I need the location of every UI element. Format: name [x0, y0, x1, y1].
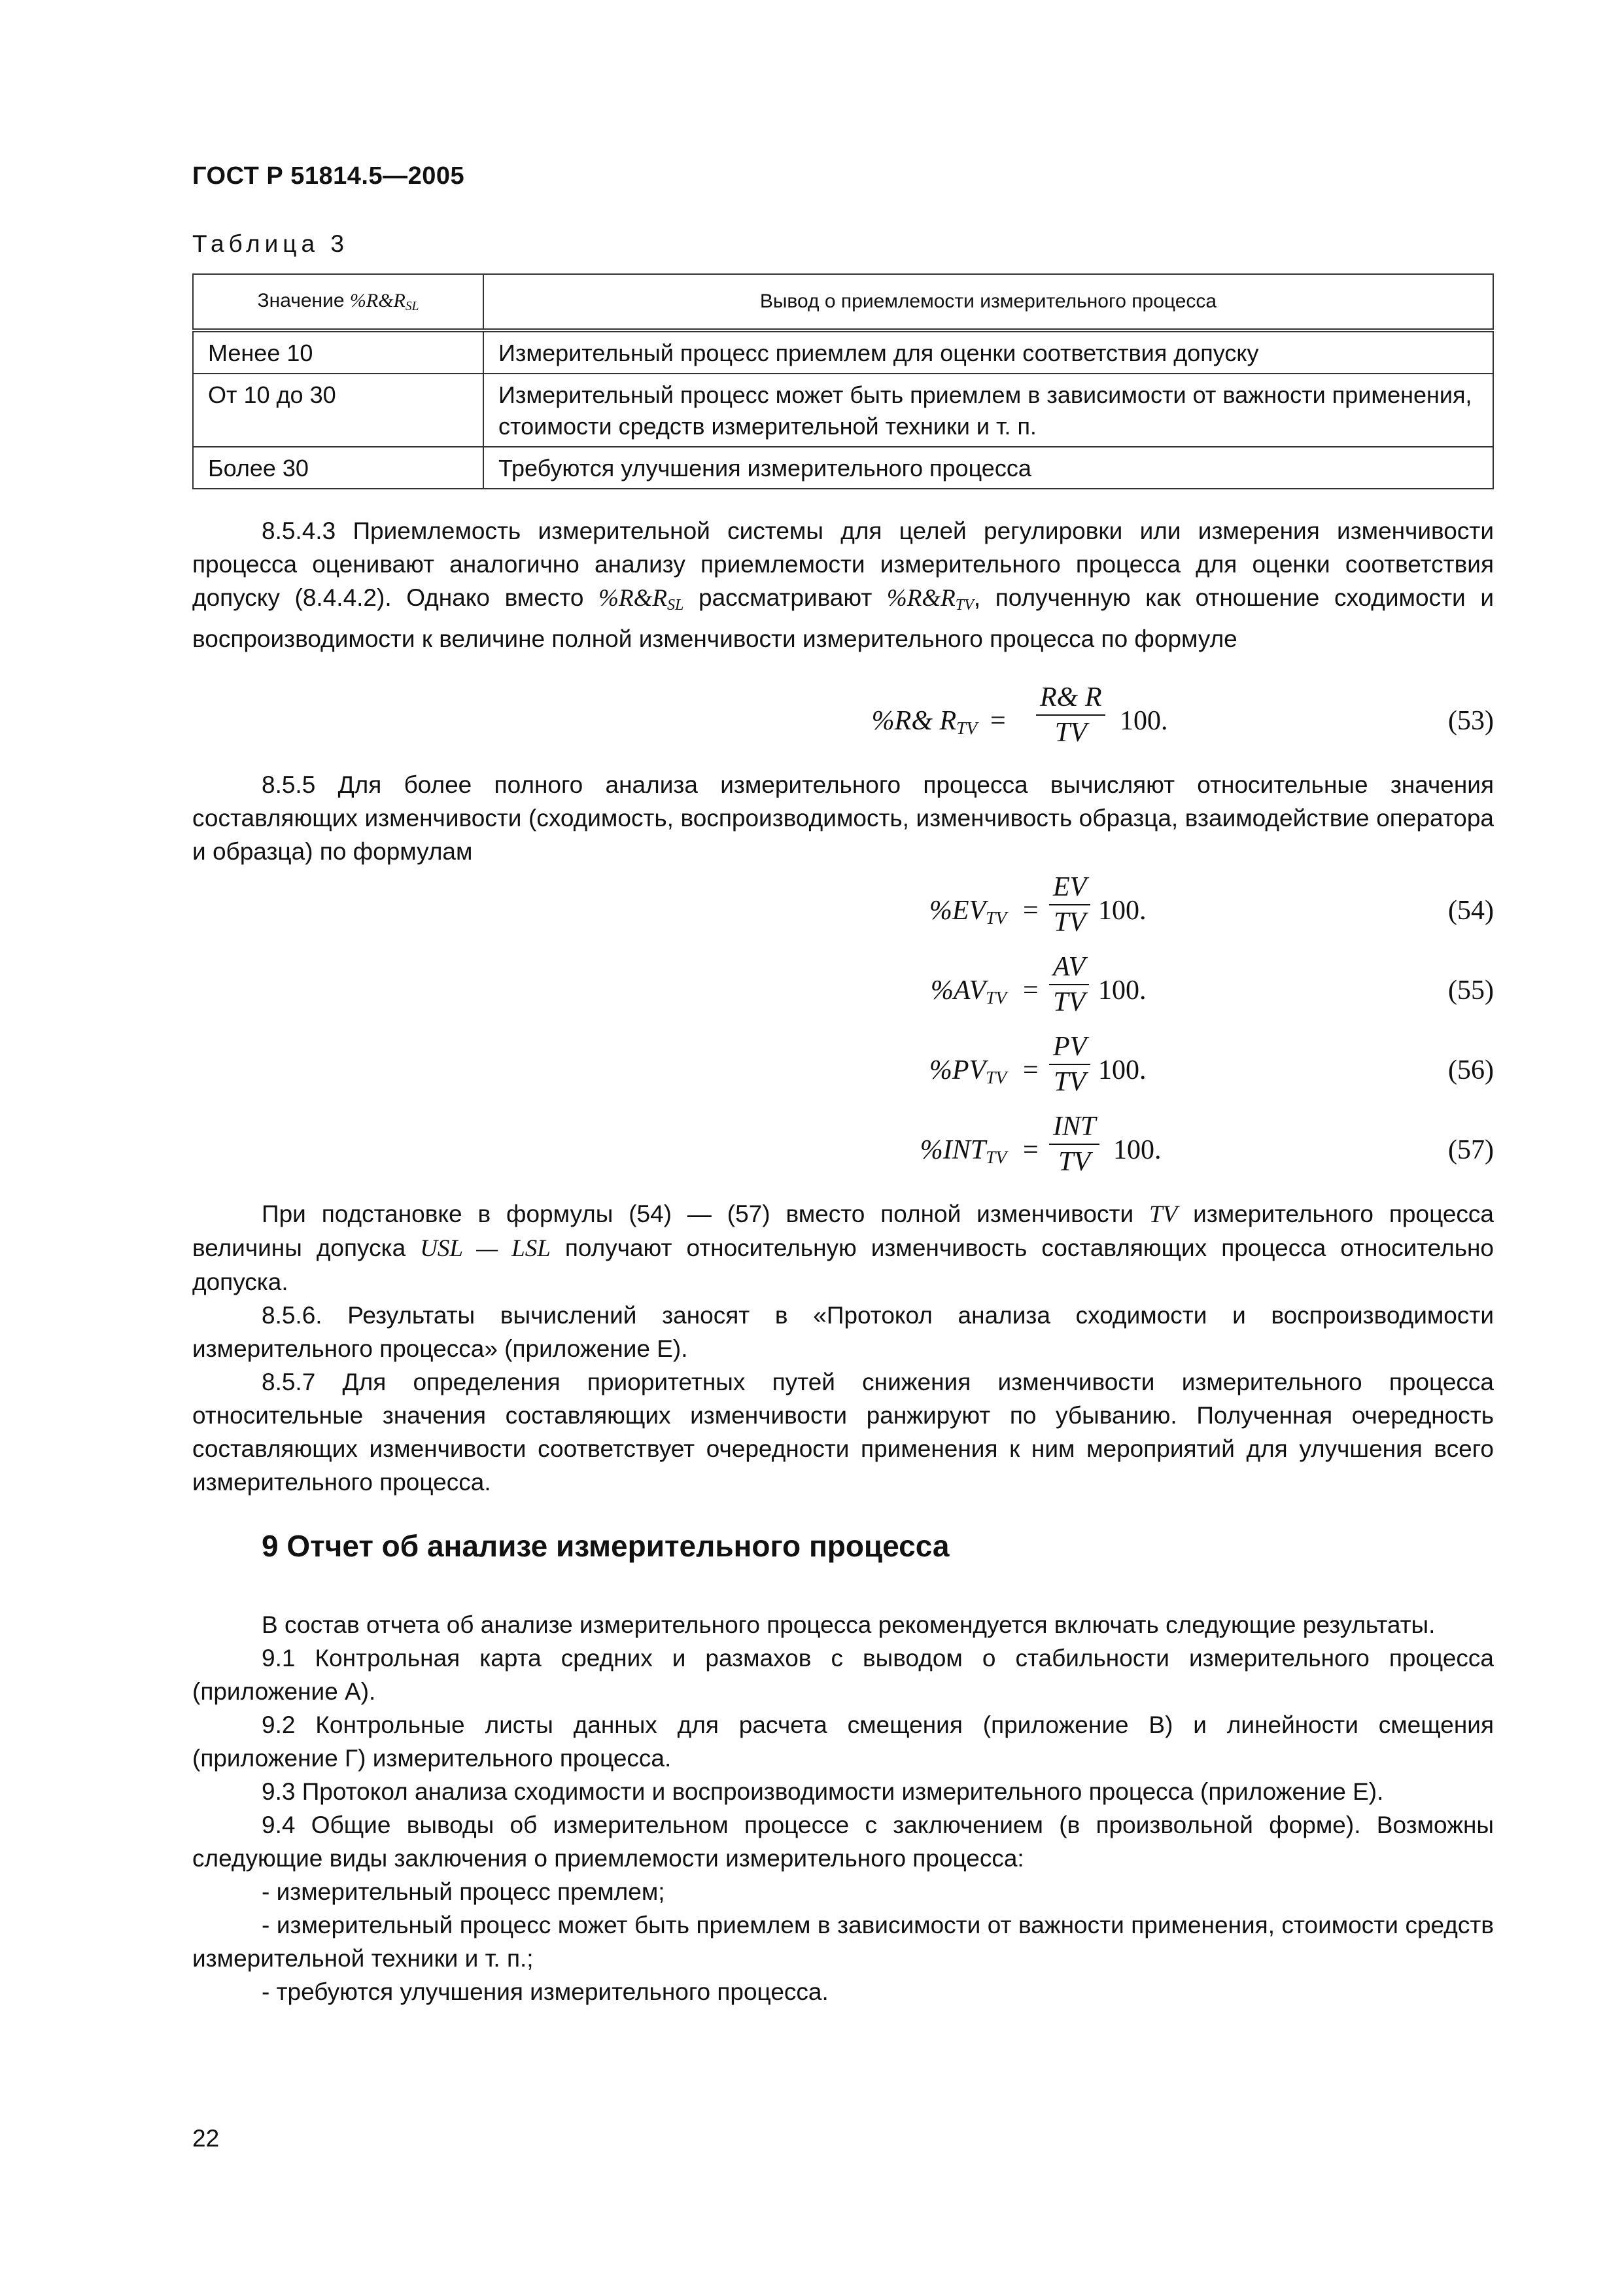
document-header: ГОСТ Р 51814.5—2005: [192, 162, 465, 190]
formula-lhs-sub: TV: [986, 987, 1007, 1007]
paragraph-9-4: 9.4 Общие выводы об измерительном процессе с заключением (в произвольной форме). Возможны следующие виды заключения о приемлемости измерительного процесса:: [192, 1812, 1494, 1872]
formula-lhs: %INT: [920, 1135, 986, 1165]
formula-57: [192, 1110, 1494, 1188]
paragraph-8-5-5: 8.5.5 Для более полного анализа измерительного процесса вычисляют относительные значения составляющих изменчивости (сходимость, воспроизводимость, изменчивость образца, взаимодействие оператора и образца) по формулам: [192, 771, 1494, 865]
table-header-row: [193, 274, 1493, 330]
formula-number: (53): [1448, 706, 1494, 736]
formula-lhs-sub: TV: [986, 1147, 1007, 1167]
paragraph-9-3: 9.3 Протокол анализа сходимости и воспроизводимости измерительного процесса (приложение Е).: [262, 1778, 1384, 1805]
formula-number: (56): [1448, 1055, 1494, 1085]
table-row: [193, 447, 1493, 489]
formula-equals: =: [1023, 1135, 1039, 1165]
section-9-heading: 9 Отчет об анализе измерительного процесса: [262, 1529, 950, 1563]
formula-denominator: TV: [1054, 907, 1086, 937]
table-cell-value: Более 30: [193, 447, 483, 489]
paragraph-9-1: 9.1 Контрольная карта средних и размахов с выводом о стабильности измерительного процесса (приложение А).: [192, 1645, 1494, 1705]
body-text-block: [192, 1197, 1494, 1499]
formula-coefficient: 100.: [1113, 1135, 1162, 1165]
paragraph-substitution: При подстановке в формулы (54) — (57) вместо полной изменчивости TV измерительного процесса величины допуска USL — LSL получают относительную изменчивость составляющих процесса относительно допуска.: [192, 1200, 1494, 1295]
list-item: - измерительный процесс премлем;: [262, 1878, 665, 1905]
formula-coefficient: 100.: [1098, 975, 1147, 1006]
formula-equals: =: [990, 706, 1006, 736]
paragraph-8-5-4-3-block: [192, 514, 1494, 656]
formula-number: (55): [1448, 975, 1494, 1006]
formula-equals: =: [1023, 896, 1039, 926]
formula-equals: =: [1023, 1055, 1039, 1085]
formula-53: [192, 680, 1494, 759]
paragraph-8-5-4-3: 8.5.4.3 Приемлемость измерительной системы для целей регулировки или измерения изменчивости процесса оценивают аналогично анализу приемлемости измерительного процесса для оценки соответствия допуску (8.4.4.2). Однако вместо $\%R\&R_{SL}$ рассматривают $\%R\&R_{TV}$, полученную как отношение сходимости и воспроизводимости к величине полной изменчивости измерительного процесса по формуле: [192, 517, 1494, 652]
formula-54: [192, 870, 1494, 949]
formula-number: (54): [1448, 896, 1494, 926]
formula-lhs: %AV: [930, 975, 986, 1006]
formula-numerator: PV: [1049, 1030, 1090, 1065]
formula-55: [192, 950, 1494, 1028]
table-cell-conclusion: Требуются улучшения измерительного процесса: [483, 447, 1493, 489]
formula-numerator: INT: [1049, 1110, 1099, 1145]
formula-equals: =: [1023, 975, 1039, 1006]
table-cell-conclusion: Измерительный процесс может быть приемлем в зависимости от важности применения, стоимости средств измерительной техники и т. п.: [483, 374, 1493, 447]
paragraph-8-5-5-block: [192, 768, 1494, 868]
list-item: - требуются улучшения измерительного процесса.: [262, 1978, 829, 2005]
formula-lhs: %R& R: [871, 706, 957, 736]
formula-denominator: TV: [1054, 1067, 1086, 1097]
formula-numerator: EV: [1049, 870, 1090, 905]
formula-denominator: TV: [1053, 987, 1086, 1017]
section-9-intro: В состав отчета об анализе измерительного процесса рекомендуется включать следующие результаты.: [262, 1611, 1436, 1638]
formula-56: [192, 1030, 1494, 1108]
table-row: [193, 330, 1493, 374]
table-title: Таблица 3: [192, 230, 349, 257]
formula-denominator: TV: [1058, 1147, 1091, 1177]
paragraph-8-5-7: 8.5.7 Для определения приоритетных путей снижения изменчивости измерительного процесса относительные значения составляющих изменчивости ранжируют по убыванию. Полученная очередность составляющих изменчивости соответствует очередности применения к ним мероприятий для улучшения всего измерительного процесса.: [192, 1369, 1494, 1496]
formula-coefficient: 100.: [1098, 896, 1147, 926]
formula-number: (57): [1448, 1135, 1494, 1165]
table-cell-value: Менее 10: [193, 330, 483, 374]
page-number: 22: [192, 2125, 220, 2152]
formula-lhs: %EV: [929, 896, 986, 926]
formula-coefficient: 100.: [1120, 706, 1168, 736]
paragraph-8-5-6: 8.5.6. Результаты вычислений заносят в «Протокол анализа сходимости и воспроизводимости измерительного процесса» (приложение Е).: [192, 1302, 1494, 1362]
formula-numerator: AV: [1049, 950, 1089, 985]
formula-lhs-sub: TV: [986, 907, 1007, 928]
formula-lhs-sub: TV: [956, 718, 977, 738]
formula-lhs-sub: TV: [986, 1067, 1007, 1087]
table-row: [193, 374, 1493, 447]
formula-coefficient: 100.: [1098, 1055, 1147, 1085]
formula-numerator: R& R: [1036, 680, 1105, 716]
section-9-body: [192, 1608, 1494, 2008]
table-header-conclusion: Вывод о приемлемости измерительного процесса: [483, 274, 1493, 330]
table-cell-conclusion: Измерительный процесс приемлем для оценки соответствия допуску: [483, 330, 1493, 374]
formula-denominator: TV: [1054, 718, 1087, 748]
table-header-value: Значение $\%R\&R_{SL}$: [193, 274, 483, 330]
acceptability-table: [192, 273, 1494, 489]
formula-lhs: %PV: [929, 1055, 986, 1085]
list-item: - измерительный процесс может быть приемлем в зависимости от важности применения, стоимости средств измерительной техники и т. п.;: [192, 1912, 1494, 1972]
paragraph-9-2: 9.2 Контрольные листы данных для расчета смещения (приложение В) и линейности смещения (приложение Г) измерительного процесса.: [192, 1711, 1494, 1772]
table-cell-value: От 10 до 30: [193, 374, 483, 447]
